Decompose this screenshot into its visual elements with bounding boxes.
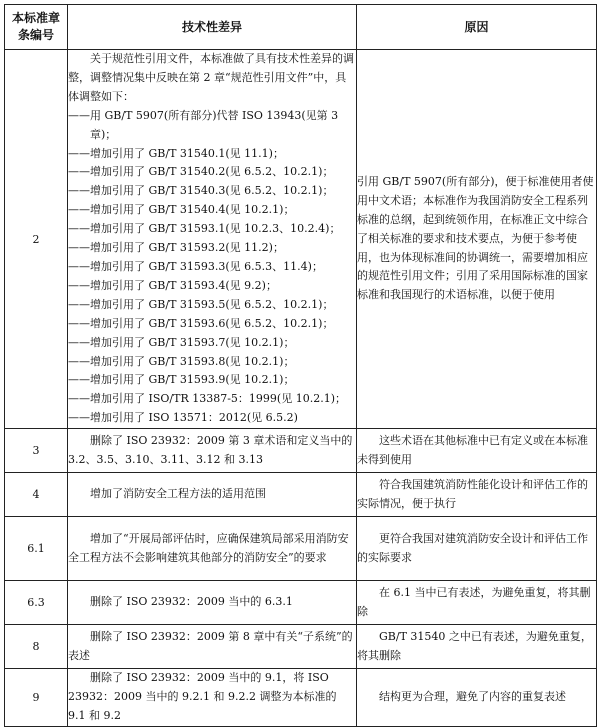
table-row — [5, 50, 597, 429]
clause-number: 6.1 — [5, 517, 68, 581]
technical-difference: 删除了 ISO 23932：2009 当中的 9.1，将 ISO 23932：2009 当中的 9.2.1 和 9.2.2 调整为本标准的 9.1 和 9.2 — [68, 669, 357, 727]
clause-number: 9 — [5, 669, 68, 727]
difference-item: ——用 GB/T 5907(所有部分)代替 ISO 13943(见第 3 — [68, 108, 339, 122]
technical-difference: 删除了 ISO 23932：2009 当中的 6.3.1 — [68, 581, 357, 625]
clause-number: 8 — [5, 625, 68, 669]
technical-difference: 增加了消防安全工程方法的适用范围 — [68, 473, 357, 517]
difference-item: ——增加引用了 GB/T 31540.2(见 6.5.2、10.2.1)； — [68, 165, 334, 179]
differences-table — [4, 4, 597, 727]
table-row — [5, 473, 597, 517]
difference-intro: 关于规范性引用文件，本标准做了具有技术性差异的调整，调整情况集中反映在第 2 章“规范性引用文件”中，具体调整如下： — [68, 52, 354, 103]
difference-item: ——增加引用了 ISO/TR 13387-5：1999(见 10.2.1)； — [68, 392, 346, 406]
header-reason: 原因 — [357, 5, 597, 50]
table-row — [5, 669, 597, 727]
technical-difference: 增加了“开展局部评估时，应确保建筑局部采用消防安全工程方法不会影响建筑其他部分的消防安全”的要求 — [68, 517, 357, 581]
reason: 在 6.1 当中已有表述，为避免重复，将其删除 — [357, 581, 597, 625]
header-clause-number-text: 本标准章条编号 — [11, 11, 60, 42]
difference-item: ——增加引用了 GB/T 31540.3(见 6.5.2、10.2.1)； — [68, 184, 334, 198]
reason: 引用 GB/T 5907(所有部分)，便于标准使用者使用中文术语；本标准作为我国消防安全工程系列标准的总纲，起到统领作用，在标准正文中综合了相关标准的要求和技术要点，为便于参考使用，也为体现标准间的协调统一，需要增加相应的规范性引用文件；引用了采用国际标准的国家标准和我国现行的术语标准，以便于使用 — [357, 50, 597, 429]
reason: GB/T 31540 之中已有表述，为避免重复，将其删除 — [357, 625, 597, 669]
reason: 这些术语在其他标准中已有定义或在本标准未得到使用 — [357, 429, 597, 473]
difference-item: ——增加引用了 GB/T 31593.1(见 10.2.3、10.2.4)； — [68, 222, 341, 236]
difference-item: ——增加引用了 GB/T 31593.8(见 10.2.1)； — [68, 354, 295, 368]
clause-number: 2 — [5, 50, 68, 429]
clause-number: 6.3 — [5, 581, 68, 625]
table-row — [5, 581, 597, 625]
difference-item: ——增加引用了 GB/T 31540.1(见 11.1)； — [68, 146, 284, 160]
header-row — [5, 5, 597, 50]
technical-difference: 删除了 ISO 23932：2009 第 8 章中有关“子系统”的表述 — [68, 625, 357, 669]
difference-item: ——增加引用了 GB/T 31593.6(见 6.5.2、10.2.1)； — [68, 316, 334, 330]
reason: 结构更为合理，避免了内容的重复表述 — [357, 669, 597, 727]
reason: 更符合我国对建筑消防安全设计和评估工作的实际要求 — [357, 517, 597, 581]
difference-item: ——增加引用了 GB/T 31540.4(见 10.2.1)； — [68, 203, 295, 217]
table-row — [5, 625, 597, 669]
header-clause-number — [5, 5, 68, 50]
difference-item: ——增加引用了 GB/T 31593.4(见 9.2)； — [68, 278, 277, 292]
difference-item: ——增加引用了 ISO 13571：2012(见 6.5.2) — [68, 411, 298, 425]
table-row — [5, 517, 597, 581]
difference-item: ——增加引用了 GB/T 31593.5(见 6.5.2、10.2.1)； — [68, 297, 334, 311]
clause-number: 3 — [5, 429, 68, 473]
technical-difference — [68, 50, 357, 429]
clause-number: 4 — [5, 473, 68, 517]
header-technical-difference: 技术性差异 — [68, 5, 357, 50]
difference-item-continued: 章)； — [90, 127, 117, 141]
difference-item: ——增加引用了 GB/T 31593.3(见 6.5.3、11.4)； — [68, 259, 323, 273]
difference-item: ——增加引用了 GB/T 31593.7(见 10.2.1)； — [68, 335, 295, 349]
difference-item: ——增加引用了 GB/T 31593.2(见 11.2)； — [68, 241, 284, 255]
reason: 符合我国建筑消防性能化设计和评估工作的实际情况，便于执行 — [357, 473, 597, 517]
difference-item: ——增加引用了 GB/T 31593.9(见 10.2.1)； — [68, 373, 295, 387]
technical-difference: 删除了 ISO 23932：2009 第 3 章术语和定义当中的 3.2、3.5、3.10、3.11、3.12 和 3.13 — [68, 429, 357, 473]
table-row — [5, 429, 597, 473]
